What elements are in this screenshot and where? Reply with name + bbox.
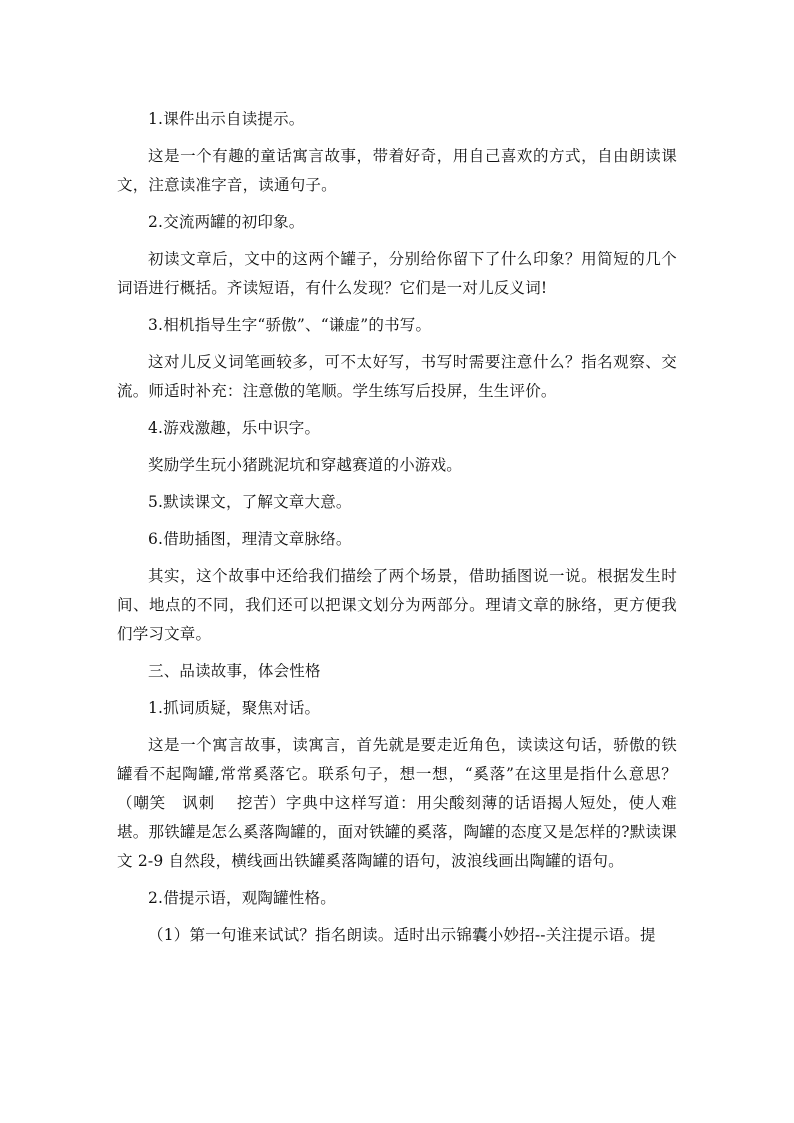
paragraph: 6.借助插图，理清文章脉络。 — [148, 530, 352, 548]
paragraph: 1.课件出示自读提示。 — [148, 110, 305, 128]
paragraph: 5.默读课文，了解文章大意。 — [148, 493, 352, 511]
paragraph: 2.借提示语，观陶罐性格。 — [148, 889, 336, 907]
paragraph: 4.游戏激趣，乐中识字。 — [148, 419, 321, 437]
paragraph: 2.交流两罐的初印象。 — [148, 213, 305, 231]
paragraph: 3.相机指导生字“骄傲”、“谦虚”的书写。 — [148, 316, 432, 334]
paragraph: 这对儿反义词笔画较多，可不太好写，书写时需要注意什么？指名观察、交流。师适时补充：注意傲的笔顺。学生练写后投屏，生生评价。 — [117, 353, 677, 400]
paragraph: （1）第一句谁来试试？指名朗读。适时出示锦囊小妙招--关注提示语。提 — [148, 926, 656, 944]
paragraph: 其实，这个故事中还给我们描绘了两个场景，借助插图说一说。根据发生时间、地点的不同，我们还可以把课文划分为两部分。理请文章的脉络，更方便我们学习文章。 — [117, 567, 677, 643]
section-heading: 三、品读故事，体会性格 — [148, 662, 321, 680]
paragraph: 这是一个寓言故事，读寓言，首先就是要走近角色，读读这句话，骄傲的铁罐看不起陶罐,常常奚落它。联系句子，想一想，“奚落”在这里是指什么意思？（嘲笑 讽刺 挖苦）字典中这样写道：用尖酸刻薄的话语揭人短处，使人难堪。那铁罐是怎么奚落陶罐的，面对铁罐的奚落，陶罐的态度又是怎样的?默读课文 2-9 自然段，横线画出铁罐奚落陶罐的语句，波浪线画出陶罐的语句。 — [117, 736, 677, 870]
document-body — [117, 105, 677, 958]
paragraph: 1.抓词质疑，聚焦对话。 — [148, 699, 321, 717]
paragraph: 初读文章后，文中的这两个罐子，分别给你留下了什么印象？用简短的几个词语进行概括。齐读短语，有什么发现？它们是一对儿反义词! — [117, 250, 677, 297]
paragraph: 这是一个有趣的童话寓言故事，带着好奇，用自己喜欢的方式，自由朗读课文，注意读准字音，读通句子。 — [117, 147, 677, 194]
paragraph: 奖励学生玩小猪跳泥坑和穿越赛道的小游戏。 — [148, 456, 463, 474]
